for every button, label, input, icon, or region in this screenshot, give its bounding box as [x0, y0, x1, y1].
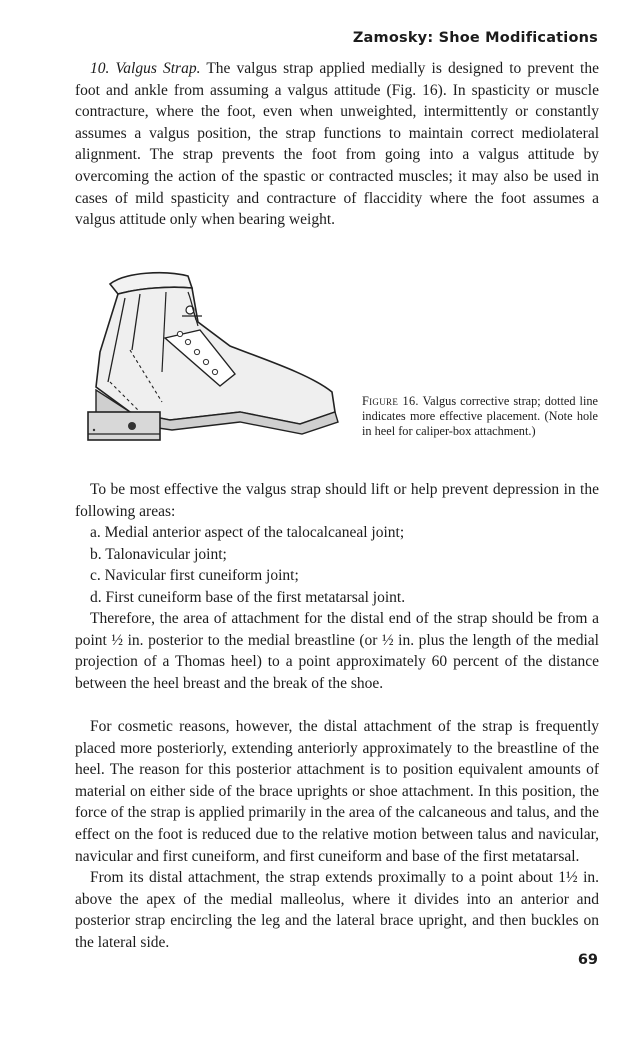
shoe-drawing — [70, 262, 350, 462]
body-paragraph: From its distal attachment, the strap extends proximally to a point about 1½ in. above the apex of the medial malleolus, where it divides into an anterior and posterior strap encircling the leg and the lateral brace upright, and then buckles on the lateral side. — [75, 869, 599, 951]
list-item: b. Talonavicular joint; — [90, 545, 227, 563]
figure-16-shoe-illustration — [70, 262, 350, 462]
figure-caption — [362, 394, 598, 440]
figure-label: Figure 16. — [362, 394, 419, 408]
section-intro: The valgus strap applied medially is designed to prevent the foot and ankle from assuming a valgus attitude (Fig. 16). In spasticity or muscle contracture, where the foot, even when unweighted, intermittently or constantly assumes a valgus position, the strap functions to maintain correct mediolateral alignment. The strap prevents the foot from going into a valgus attitude by overcoming the action of the spastic or contracted muscles; it may also be used in cases of mild spasticity and contracture of flaccidity where the foot assumes a valgus attitude only when bearing weight. — [75, 60, 599, 229]
areas-list — [90, 522, 600, 608]
section-heading: 10. Valgus Strap. — [90, 60, 201, 77]
body-lead: To be most effective the valgus strap should lift or help prevent depression in the following areas: — [75, 481, 599, 520]
body-paragraph: For cosmetic reasons, however, the distal attachment of the strap is frequently placed more posteriorly, extending anteriorly approximately to the breastline of the heel. The reason for this posterior attachment is to position equivalent amounts of material on either side of the brace uprights or shoe attachment. In this position, the force of the strap is applied primarily in the area of the calcaneous and talus, and the effect on the foot is reduced due to the relative motion between talus and navicular, navicular and first cuneiform, and first cuneiform and base of the first metatarsal. — [75, 718, 599, 865]
list-item: d. First cuneiform base of the first metatarsal joint. — [90, 588, 406, 606]
list-item: c. Navicular first cuneiform joint; — [90, 567, 299, 585]
section-paragraph — [75, 58, 599, 231]
figure-caption-text: Valgus corrective strap; dotted line indicates more effective placement. (Note hole in heel for caliper-box attachment.) — [362, 394, 599, 439]
list-item: a. Medial anterior aspect of the talocalcaneal joint; — [90, 524, 405, 541]
body-paragraph: Therefore, the area of attachment for the distal end of the strap should be from a point ½ in. posterior to the medial breastline (or ½ in. plus the length of the medial projection of a Thomas heel) to a point approximately 60 percent of the distance between the heel breast and the break of the shoe. — [75, 610, 599, 692]
page-number: 69 — [577, 952, 598, 968]
running-head: Zamosky: Shoe Modifications — [352, 30, 598, 46]
